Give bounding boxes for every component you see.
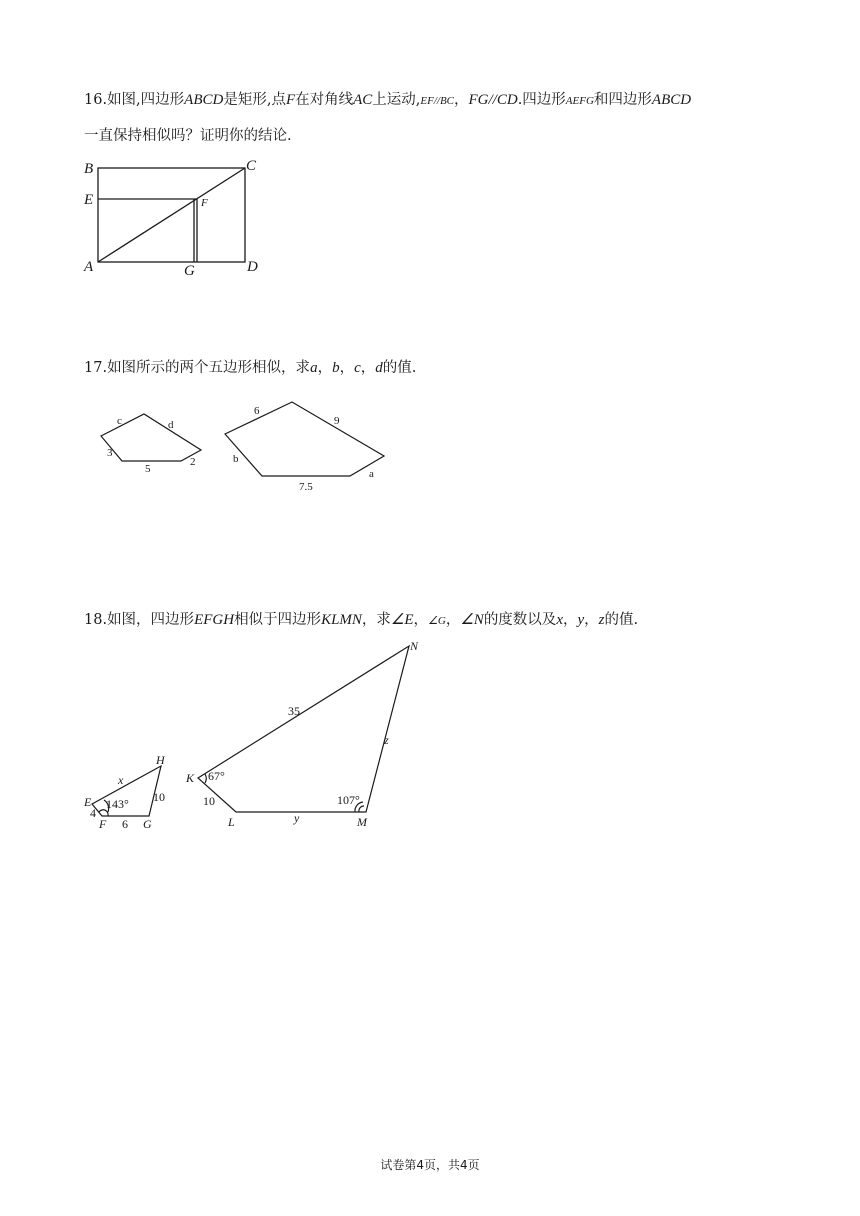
small-label-d: d (168, 419, 174, 431)
large-label-k: K (186, 771, 195, 785)
label-e: E (84, 192, 94, 208)
small-label-x: x (118, 773, 124, 787)
large-label-35: 35 (288, 704, 300, 718)
q16-line1: 16.如图,四边形ABCD是矩形,点F在对角线AC上运动,EF//BC，FG//CD.四边形AEFG和四边形ABCD (84, 92, 692, 108)
q16-line2: 一直保持相似吗？证明你的结论. (84, 128, 292, 144)
large-label-6: 6 (254, 405, 260, 417)
small-label-h: H (156, 753, 165, 767)
small-label-f: F (99, 817, 107, 831)
large-label-b: b (233, 453, 239, 465)
small-label-3: 3 (107, 447, 113, 459)
label-d: D (247, 259, 258, 275)
large-label-y: y (294, 811, 300, 825)
q18-number: 18. (84, 612, 108, 628)
large-label-7-5: 7.5 (299, 481, 313, 493)
large-label-m: M (357, 815, 367, 829)
label-a: A (84, 259, 94, 275)
large-label-a: a (369, 468, 374, 480)
page-footer: 试卷第4页，共4页 (380, 1158, 480, 1172)
large-label-z: z (384, 733, 389, 747)
large-angle-107: 107° (337, 793, 360, 807)
small-label-e: E (84, 795, 92, 809)
small-angle-143: 143° (106, 797, 129, 811)
small-label-4: 4 (90, 806, 96, 820)
small-label-6: 6 (122, 817, 128, 831)
large-label-n: N (410, 639, 419, 653)
q16-number: 16. (84, 92, 108, 108)
label-c: C (246, 158, 257, 174)
label-b: B (84, 161, 94, 177)
q18-line1: 18.如图，四边形EFGH相似于四边形KLMN，求∠E，∠G，∠N的度数以及x，y，z的值. (84, 612, 639, 628)
large-label-10: 10 (203, 794, 215, 808)
q17-line1: 17.如图所示的两个五边形相似，求a，b，c，d的值. (84, 360, 417, 376)
small-label-g: G (143, 817, 152, 831)
label-g: G (184, 263, 195, 279)
large-label-l: L (228, 815, 235, 829)
small-label-10: 10 (153, 790, 165, 804)
small-label-5: 5 (145, 463, 151, 475)
label-f: F (201, 197, 208, 209)
small-label-2: 2 (190, 456, 196, 468)
large-label-9: 9 (334, 415, 340, 427)
large-angle-67: 67° (208, 769, 225, 783)
small-label-c: c (117, 415, 122, 427)
q17-number: 17. (84, 360, 108, 376)
